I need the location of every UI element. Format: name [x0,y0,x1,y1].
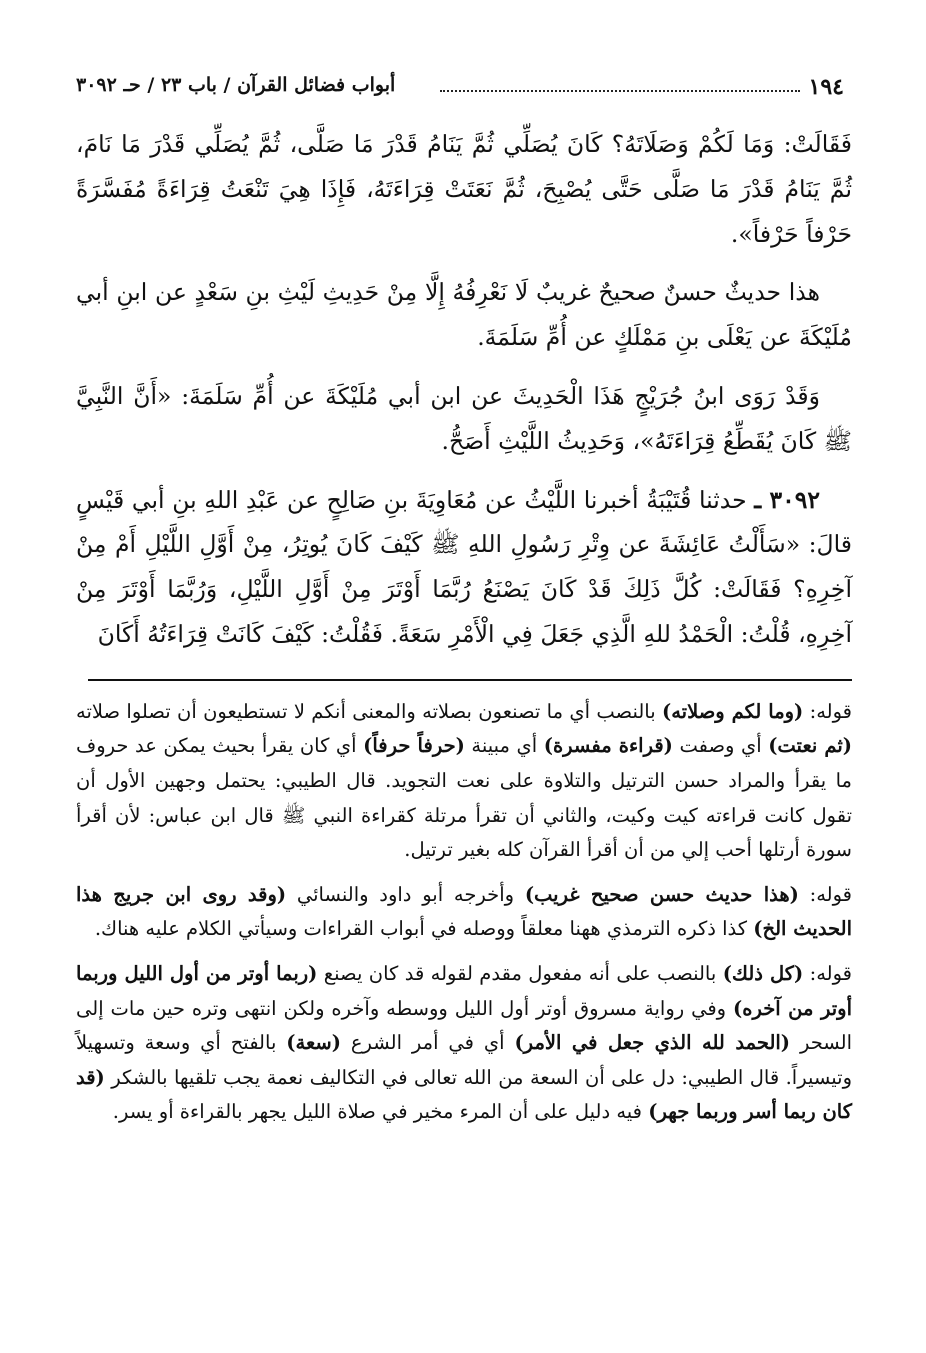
note-text: أي وصفت [679,734,762,758]
note-text: أي في أمر الشرع [350,1031,505,1055]
page-header [76,60,852,100]
note-quote: (هذا حديث حسن صحيح غريب) [524,882,799,906]
note-quote: (الحمد لله الذي جعل في الأمر) [514,1031,791,1055]
note-quote: (وما لكم وصلاته) [662,699,804,723]
header-dotted-leader [440,68,800,92]
page-number: ١٩٤ [808,74,844,100]
main-text [76,122,852,657]
commentary [76,695,852,1130]
note-text: وأخرجه أبو داود والنسائي [296,882,515,906]
note-text: كذا ذكره الترمذي ههنا معلقاً ووصله في أبواب القراءات وسيأتي الكلام عليه هناك. [94,917,748,941]
note-2 [76,878,852,947]
note-quote: (سعة) [286,1031,341,1055]
note-quote: (قراءة مفسرة) [543,734,673,758]
note-text: أي كان يقرأ بحيث يمكن عد حروف ما يقرأ والمراد حسن الترتيل والتلاوة على نعت التجويد. قال الطيبي: يحتمل وجهين الأول أن تقول كانت قراءته كيت وكيت، والثاني أن تقرأ مرتلة كقراءة النبي ﷺ قال ابن عباس: لأن أقرأ سورة أرتلها أحب إلي من أن أقرأ القرآن كله بغير ترتيل. [76,734,852,862]
running-title: أبواب فضائل القرآن / باب ٢٣ / حـ ٣٠٩٢ [76,74,396,96]
note-text: وفي رواية مسروق أوتر أول الليل ووسطه وآخره ولكن انتهى وتره حين مات إلى السحر [76,996,853,1055]
note-label: قوله: [809,961,853,985]
ibn-jurayj-paragraph: وَقَدْ رَوَى ابنُ جُرَيْجٍ هَذَا الْحَدِيثَ عن ابن أبي مُلَيْكَةَ عن أُمِّ سَلَمَةَ: «أَنَّ النَّبِيَّ ﷺ كَانَ يُقَطِّعُ قِرَاءَتَهُ»، وَحَدِيثُ اللَّيْثِ أَصَحُّ. [76,381,852,455]
hadith-number: ٣٠٩٢ ـ [754,485,820,514]
note-quote: (ثم نعتت) [768,734,853,758]
note-3 [76,957,852,1130]
note-quote: (كل ذلك) [722,961,804,985]
note-quote: (ربما أوتر من أول الليل وربما أوتر من آخره) [76,961,852,1020]
note-text: بالنصب أي ما تصنعون بصلاته والمعنى أنكم لا تستطيعون أن تصلوا صلاته [76,699,656,723]
note-quote: (قد كان ربما أسر وربما جهر) [76,1065,852,1124]
note-label: قوله: [809,882,852,906]
note-quote: (حرفاً حرفاً) [363,734,465,758]
note-text: بالنصب على أنه مفعول مقدم لقوله قد كان يصنع [323,961,717,985]
note-quote: (وقد روى ابن جريج هذا الحديث الخ) [76,882,852,941]
hadith-continuation: فَقَالَتْ: وَمَا لَكُمْ وَصَلَاتَهُ؟ كَانَ يُصَلِّي ثُمَّ يَنَامُ قَدْرَ مَا صَلَّى، ثُمَّ يُصَلِّي قَدْرَ مَا نَامَ، ثُمَّ يَنَامُ قَدْرَ مَا صَلَّى حَتَّى يُصْبِحَ، ثُمَّ نَعَتَتْ قِرَاءَتَهُ، فَإِذَا هِيَ تَنْعَتُ قِرَاءَةً مُفَسَّرَةً حَرْفاً حَرْفاً». [76,130,852,248]
document-page [76,60,852,1140]
note-text: أي مبينة [471,734,538,758]
note-text: فيه دليل على أن المرء مخير في صلاة الليل يجهر بالقراءة أو يسر. [112,1100,643,1124]
footnote-separator [88,679,852,681]
note-text: بالفتح أي وسعة وتسهيلاً وتيسيراً. قال الطيبي: دل على أن السعة من الله تعالى في التكاليف نعمة يجب تلقيها بالشكر [76,1031,852,1089]
hadith-3092 [76,478,852,657]
hadith-3092-text: حدثنا قُتَيْبَةُ أخبرنا اللَّيْثُ عن مُعَاوِيَةَ بنِ صَالِحٍ عن عَبْدِ اللهِ بنِ أبي قَيْسٍ قالَ: «سَأَلْتُ عَائِشَةَ عن وِتْرِ رَسُولِ اللهِ ﷺ كَيْفَ كَانَ يُوتِرُ، مِنْ أَوَّلِ اللَّيْلِ أَمْ مِنْ آخِرِهِ؟ فَقَالَتْ: كُلَّ ذَلِكَ قَدْ كَانَ يَصْنَعُ رُبَّمَا أَوْتَرَ مِنْ أَوَّلِ اللَّيْلِ، وَرُبَّمَا أَوْتَرَ مِنْ آخِرِهِ، قُلْتُ: الْحَمْدُ للهِ الَّذِي جَعَلَ فِي الْأَمْرِ سَعَةً. فَقُلْتُ: كَيْفَ كَانَتْ قِرَاءَتُهُ أَكَانَ [76,485,852,648]
note-label: قوله: [809,699,853,723]
grading-paragraph: هذا حديثٌ حسنٌ صحيحٌ غريبٌ لَا نَعْرِفُهُ إِلَّا مِنْ حَدِيثِ لَيْثِ بنِ سَعْدٍ عن ابنِ أبي مُلَيْكَةَ عن يَعْلَى بنِ مَمْلَكٍ عن أُمِّ سَلَمَةَ. [76,278,852,352]
note-1 [76,695,852,868]
